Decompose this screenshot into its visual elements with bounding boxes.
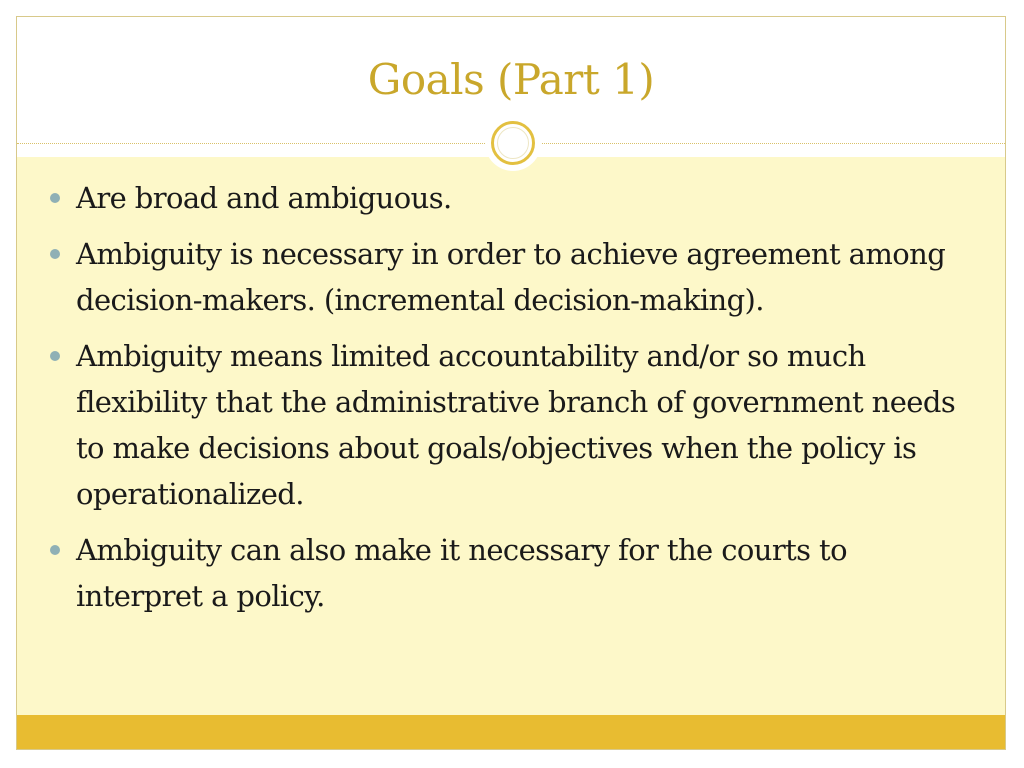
round-bullet-icon: [50, 249, 60, 259]
bullet-text: Are broad and ambiguous.: [76, 181, 452, 215]
round-bullet-icon: [50, 545, 60, 555]
bullet-list: [17, 175, 977, 629]
bullet-item: [17, 175, 977, 221]
footer-bar: [17, 715, 1005, 749]
slide-title: Goals (Part 1): [367, 55, 655, 104]
bullet-text: Ambiguity means limited accountability and/or so much flexibility that the administrative branch of government needs to make decisions about goals/objectives when the policy is operationalized.: [76, 339, 956, 511]
round-bullet-icon: [50, 351, 60, 361]
bullet-text: Ambiguity is necessary in order to achieve agreement among decision-makers. (incremental decision-making).: [76, 237, 946, 317]
round-bullet-icon: [50, 193, 60, 203]
circle-ring-ornament-icon: [485, 115, 541, 171]
bullet-item: [17, 333, 977, 517]
bullet-text: Ambiguity can also make it necessary for the courts to interpret a policy.: [76, 533, 847, 613]
bullet-item: [17, 231, 977, 323]
slide-frame: [16, 16, 1006, 750]
bullet-item: [17, 527, 977, 619]
